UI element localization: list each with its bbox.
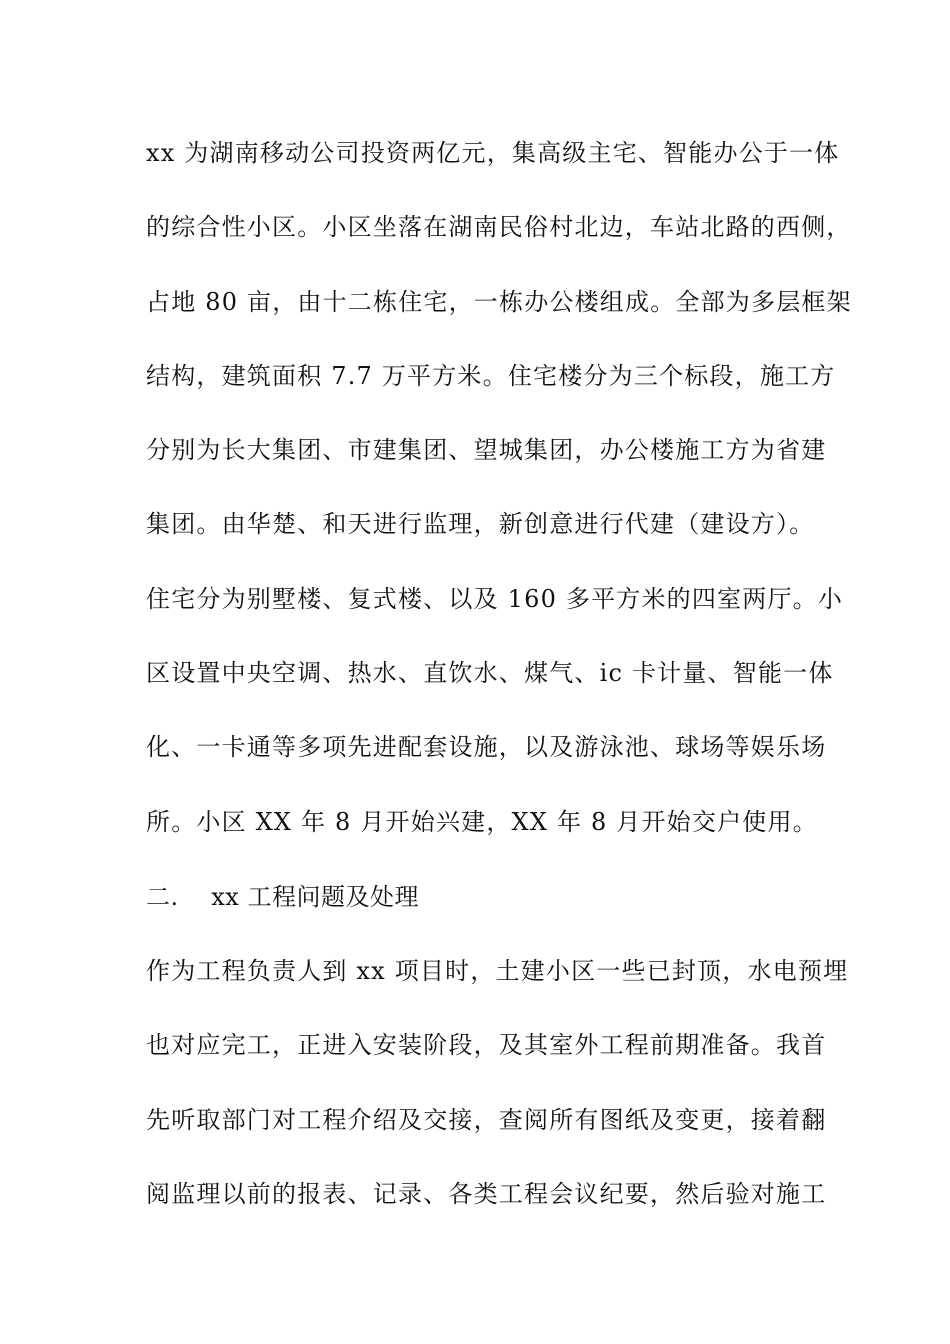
paragraph-line: 区设置中央空调、热水、直饮水、煤气、ic 卡计量、智能一体 (146, 659, 834, 687)
paragraph-line: 住宅分为别墅楼、复式楼、以及 160 多平方米的四室两厅。小 (146, 585, 844, 613)
paragraph-line: 占地 80 亩，由十二栋住宅，一栋办公楼组成。全部为多层框架 (146, 288, 852, 316)
paragraph-line: xx 为湖南移动公司投资两亿元，集高级主宅、智能办公于一体 (146, 139, 840, 167)
paragraph-line: 先听取部门对工程介绍及交接，查阅所有图纸及变更，接着翻 (146, 1106, 827, 1134)
paragraph-line: 化、一卡通等多项先进配套设施，以及游泳池、球场等娱乐场 (146, 733, 827, 761)
paragraph-line: 阅监理以前的报表、记录、各类工程会议纪要，然后验对施工 (146, 1180, 827, 1208)
section-heading: 二. xx 工程问题及处理 (146, 883, 419, 911)
paragraph-line: 结构，建筑面积 7.7 万平方米。住宅楼分为三个标段，施工方 (146, 362, 836, 390)
paragraph-line: 所。小区 XX 年 8 月开始兴建，XX 年 8 月开始交户使用。 (146, 808, 818, 836)
paragraph-line: 集团。由华楚、和天进行监理，新创意进行代建（建设方）。 (146, 510, 815, 538)
paragraph-line: 的综合性小区。小区坐落在湖南民俗村北边，车站北路的西侧， (146, 213, 852, 241)
paragraph-line: 也对应完工，正进入安装阶段，及其室外工程前期准备。我首 (146, 1031, 827, 1059)
paragraph-line: 分别为长大集团、市建集团、望城集团，办公楼施工方为省建 (146, 436, 827, 464)
paragraph-line: 作为工程负责人到 xx 项目时，土建小区一些已封顶，水电预埋 (146, 957, 849, 985)
